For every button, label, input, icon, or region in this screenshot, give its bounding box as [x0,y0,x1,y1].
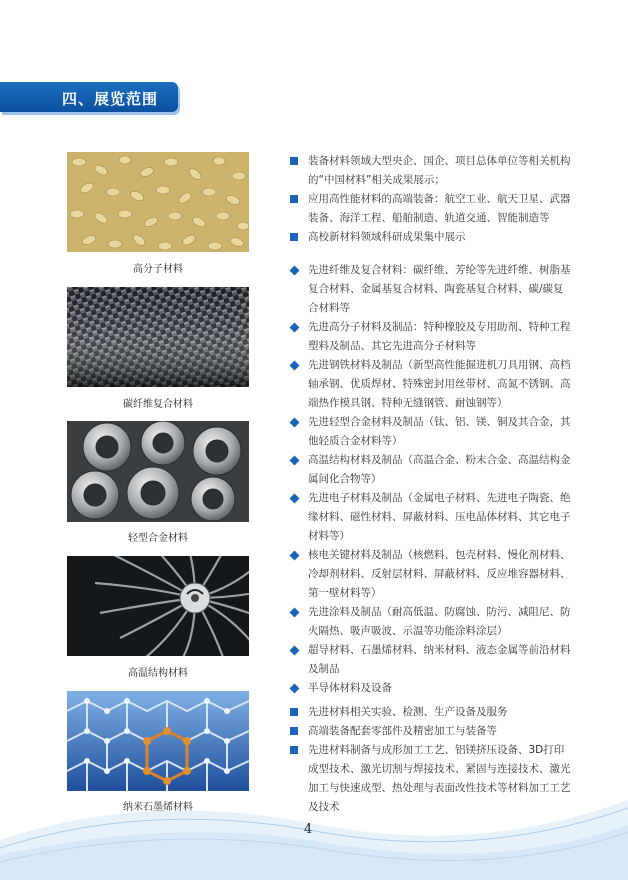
carbon-fiber-image [67,287,249,387]
diamond-bullet-icon [290,456,300,466]
list-item: 核电关键材料及制品（核燃料、包壳材料、慢化剂材料、 冷却剂材料、反射层材料、屏蔽材料、反应堆容器材料、 第一壁材料等） [290,546,590,603]
diamond-bullet-icon [290,646,300,656]
diamond-bullet-icon [290,266,300,276]
polymer-pellets-image [67,152,249,252]
diamond-bullet-icon [290,551,300,561]
list-item: 先进材料相关实验、检测、生产设备及服务 [290,703,590,722]
square-bullet-icon [290,708,298,716]
exhibit-list-materials [290,261,590,698]
list-item: 高端装备配套零部件及精密加工与装备等 [290,722,590,741]
section-header-bar [0,82,178,112]
image-caption: 高温结构材料 [128,668,188,679]
list-item: 高温结构材料及制品（高温合金、粉末合金、高温结构金 属间化合物等） [290,451,590,489]
list-item: 先进纤维及复合材料：碳纤维、芳纶等先进纤维、树脂基 复合材料、金属基复合材料、陶瓷基复合材料、碳/碳复 合材料等 [290,261,590,318]
list-item: 高校新材料领域科研成果集中展示 [290,228,590,247]
turbine-image [67,556,249,656]
list-item: 先进电子材料及制品（金属电子材料、先进电子陶瓷、绝 缘材料、磁性材料、屏蔽材料、压电晶体材料、其它电子 材料等） [290,489,590,546]
list-item: 应用高性能材料的高端装备：航空工业、航天卫星、武器 装备、海洋工程、船舶制造、轨道交通、智能制造等 [290,190,590,228]
list-item: 先进轻型合金材料及制品（钛、铝、镁、铜及其合金，其 他轻质合金材料等） [290,413,590,451]
list-item: 先进材料制备与成形加工工艺、铝镁挤压设备、3D打印 成型技术、激光切割与焊接技术、紧固与连接技术、激光 加工与快速成型、热处理与表面改性技术等材料加工工艺 及技术 [290,741,590,817]
square-bullet-icon [290,233,298,241]
decorative-wave [0,730,628,880]
list-item: 先进高分子材料及制品：特种橡胶及专用助剂、特种工程 塑料及制品、其它先进高分子材料等 [290,318,590,356]
diamond-bullet-icon [290,418,300,428]
image-caption: 纳米石墨烯材料 [123,802,193,813]
image-caption: 高分子材料 [133,264,183,275]
diamond-bullet-icon [290,608,300,618]
section-title: 四、展览范围 [62,90,159,108]
list-item: 超导材料、石墨烯材料、纳米材料、液态金属等前沿材料 及制品 [290,641,590,679]
page-number: 4 [304,822,313,837]
diamond-bullet-icon [290,684,300,694]
list-item: 装备材料领域大型央企、国企、项目总体单位等相关机构 的“中国材料”相关成果展示； [290,152,590,190]
list-item: 先进涂料及制品（耐高低温、防腐蚀、防污、减阻尼、防 火隔热、吸声吸波、示温等功能涂料涂层） [290,603,590,641]
diamond-bullet-icon [290,323,300,333]
image-caption: 碳纤维复合材料 [123,399,193,410]
list-item: 先进钢铁材料及制品（新型高性能掘进机刀具用钢、高档 轴承钢、优质焊材、特殊密封用丝带材、高氮不锈钢、高 端热作模具钢、特种无缝钢管、耐蚀钢等） [290,356,590,413]
square-bullet-icon [290,195,298,203]
square-bullet-icon [290,157,298,165]
diamond-bullet-icon [290,361,300,371]
diamond-bullet-icon [290,494,300,504]
alloy-coils-image [67,421,249,522]
exhibit-list-organizations [290,152,590,247]
list-item: 半导体材料及设备 [290,679,590,698]
image-caption: 轻型合金材料 [128,533,188,544]
